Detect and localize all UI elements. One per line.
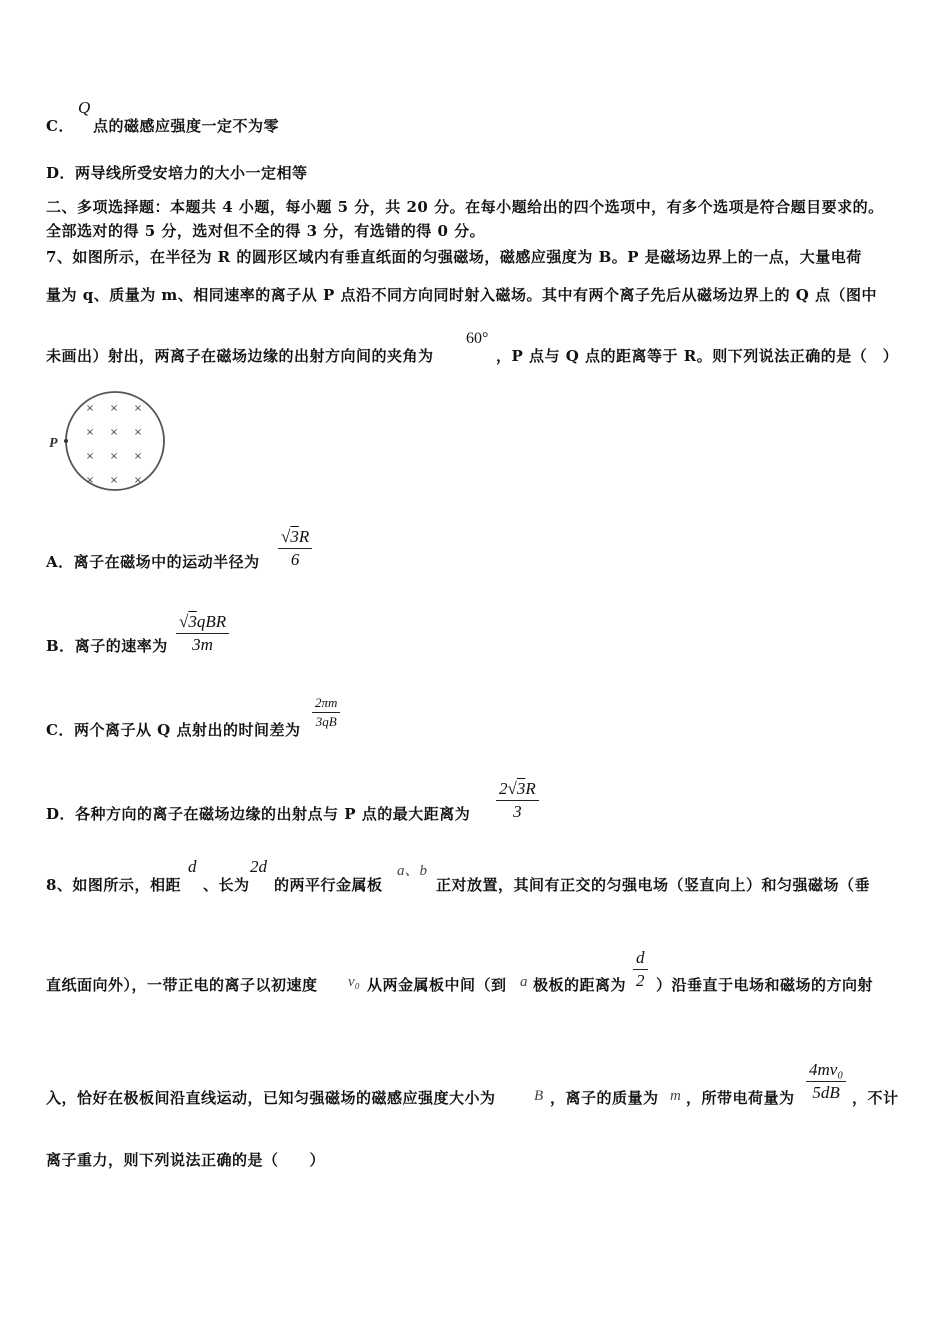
fraction-numerator: √3qBR: [176, 612, 229, 634]
q8-line2-part1: 直纸面向外），一带正电的离子以初速度: [46, 976, 318, 994]
option-d-prev: [46, 162, 308, 183]
option-text: 各种方向的离子在磁场边缘的出射点与 P 点的最大距离为: [75, 805, 471, 823]
fraction-distance: [496, 779, 539, 822]
q8-line3-part4: ，不计: [852, 1089, 899, 1107]
q8-line2-part3: 极板的距离为: [533, 976, 627, 994]
fraction-time: [312, 695, 340, 730]
option-text: 离子在磁场中的运动半径为: [73, 553, 260, 571]
magnetic-field-diagram: [48, 388, 170, 496]
option-label: A．: [46, 553, 74, 571]
option-label: C．: [46, 721, 74, 739]
q7-option-d: [46, 803, 470, 824]
sqrt-arg: 3: [188, 612, 197, 631]
sqrt-arg: 3: [516, 779, 526, 798]
q8-line1-part1: 8、如图所示，相距: [46, 876, 181, 894]
math-var-q: Q: [78, 98, 91, 117]
section-heading-line2: 全部选对的得 5 分，选对但不全的得 3 分，有选错的得 0 分。: [46, 222, 486, 240]
fraction-denominator: 5dB: [812, 1083, 840, 1102]
q8-line1-part3: 的两平行金属板: [274, 876, 383, 894]
fraction-radius: [278, 527, 312, 570]
angle-value: 60°: [466, 330, 489, 347]
q7-line2: 量为 q、质量为 m、相同速率的离子从 P 点沿不同方向同时射入磁场。其中有两个离子先后从磁场边界上的 Q 点（图中: [46, 286, 878, 304]
q8-line4: 离子重力，则下列说法正确的是（ ）: [46, 1151, 326, 1169]
q8-line2-part2: 从两金属板中间（到: [367, 976, 507, 994]
q8-line1-part2: 、长为: [203, 876, 250, 894]
math-var-d: d: [188, 857, 197, 876]
fraction-numerator: 2√3R: [496, 779, 539, 801]
fraction-denominator: 3m: [192, 635, 213, 654]
option-label: D．: [46, 164, 76, 182]
math-var-2d: 2d: [250, 857, 267, 876]
fraction-denominator: 3: [513, 802, 522, 821]
fraction-numerator: d: [633, 948, 648, 970]
field-mark: ×: [85, 451, 95, 462]
field-mark: ×: [133, 427, 143, 438]
q7-line3b: ，P 点与 Q 点的距离等于 R。则下列说法正确的是（ ）: [496, 347, 899, 365]
fraction-charge: [806, 1060, 846, 1103]
fraction-denominator: 3qB: [315, 714, 337, 729]
q7-option-c: [46, 719, 300, 740]
num-pre: 2: [499, 779, 508, 798]
option-label: B．: [46, 637, 75, 655]
fraction-speed: [176, 612, 229, 655]
field-mark: ×: [133, 475, 143, 486]
option-label: C．: [46, 117, 74, 135]
math-var-a: a: [520, 974, 528, 990]
math-var-ab: a、b: [397, 863, 428, 879]
section-heading-line1: 二、多项选择题：本题共 4 小题，每小题 5 分，共 20 分。在每小题给出的四个选项中，有多个选项是符合题目要求的。: [46, 198, 884, 216]
fraction-denominator: 6: [290, 550, 300, 569]
field-mark: ×: [133, 403, 143, 414]
option-c-text: 点的磁感应强度一定不为零: [93, 117, 280, 135]
option-text: 离子的速率为: [74, 637, 168, 655]
field-mark: ×: [85, 427, 95, 438]
fraction-numerator: 2πm: [312, 695, 340, 713]
q7-option-b: [46, 635, 168, 656]
point-p-marker: [64, 439, 68, 443]
field-mark: ×: [109, 451, 119, 462]
q7-line1: 7、如图所示，在半径为 R 的圆形区域内有垂直纸面的匀强磁场，磁感应强度为 B。P 是磁场边界上的一点，大量电荷: [46, 248, 862, 266]
field-mark: ×: [109, 427, 119, 438]
math-var-b: B: [534, 1088, 544, 1104]
q8-line2-part4: ）沿垂直于电场和磁场的方向射: [656, 976, 874, 994]
field-mark: ×: [85, 475, 95, 486]
math-var-v0: v₀: [348, 974, 360, 990]
fraction-denominator: 2: [636, 971, 645, 990]
fraction-numerator: 4mv₀: [806, 1060, 846, 1082]
num-rest: R: [298, 527, 310, 546]
num-rest: qBR: [196, 612, 227, 631]
q7-line3a: 未画出）射出，两离子在磁场边缘的出射方向间的夹角为: [46, 347, 434, 365]
point-p-label: P: [49, 436, 58, 451]
option-text: 两导线所受安培力的大小一定相等: [75, 164, 308, 182]
q8-line3-part1: 入，恰好在极板间沿直线运动，已知匀强磁场的磁感应强度大小为: [46, 1089, 496, 1107]
sqrt-arg: 3: [290, 527, 299, 546]
q8-line1-part4: 正对放置，其间有正交的匀强电场（竖直向上）和匀强磁场（垂: [436, 876, 871, 894]
q7-option-a: [46, 551, 260, 572]
num-rest: R: [525, 779, 536, 798]
field-mark: ×: [133, 451, 143, 462]
field-mark: ×: [109, 403, 119, 414]
field-mark: ×: [109, 475, 119, 486]
q8-line3-part2: ，离子的质量为: [550, 1089, 659, 1107]
option-c-prev: [46, 115, 74, 136]
field-cross-marks: [86, 403, 142, 486]
q8-line3-part3: ，所带电荷量为: [686, 1089, 795, 1107]
option-label: D．: [46, 805, 76, 823]
math-var-m: m: [670, 1088, 681, 1104]
fraction-numerator: √3R: [278, 527, 312, 549]
fraction-half-d: [633, 948, 648, 991]
field-mark: ×: [85, 403, 95, 414]
option-text: 两个离子从 Q 点射出的时间差为: [73, 721, 301, 739]
